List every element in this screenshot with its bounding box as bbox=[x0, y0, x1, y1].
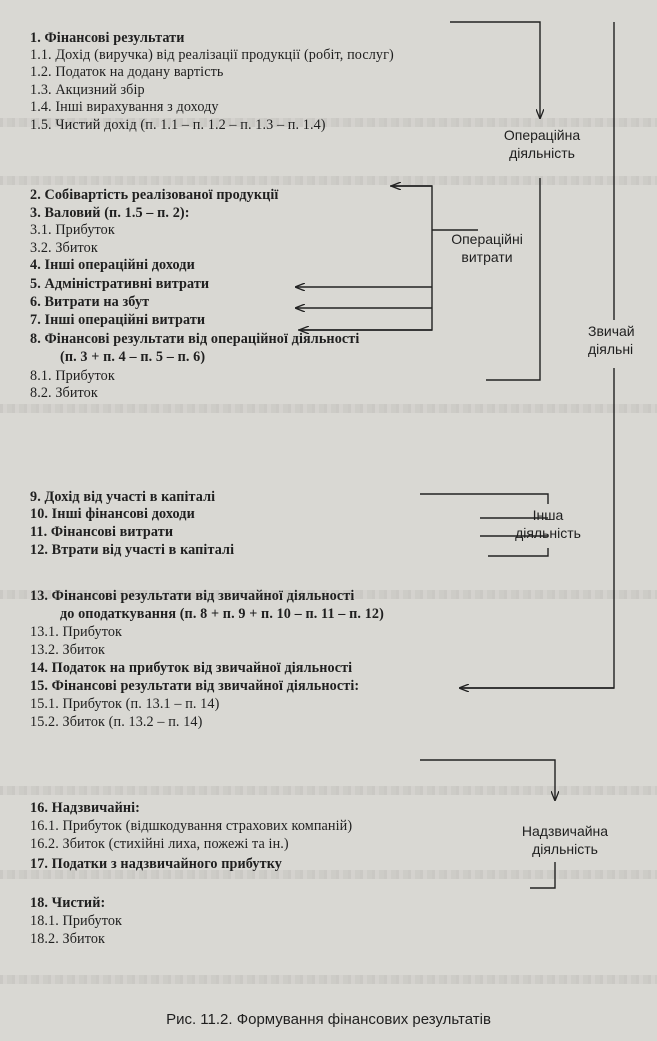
line-item: 16.2. Збиток (стихійні лиха, пожежі та ін.) bbox=[30, 836, 289, 852]
other-activity-bracket-bottom bbox=[488, 548, 548, 556]
line-item: 1. Фінансові результати bbox=[30, 30, 185, 46]
line-item: 11. Фінансові витрати bbox=[30, 524, 174, 540]
figure-caption: Рис. 11.2. Формування фінансових результатів bbox=[166, 1011, 491, 1028]
line-item: 1.4. Інші вирахування з доходу bbox=[30, 99, 219, 115]
line-item: 1.2. Податок на додану вартість bbox=[30, 64, 224, 80]
line-item: 2. Собівартість реалізованої продукції bbox=[30, 187, 279, 203]
line-item: 16.1. Прибуток (відшкодування страхових компаній) bbox=[30, 818, 353, 834]
line-item: 15.2. Збиток (п. 13.2 – п. 14) bbox=[30, 714, 203, 730]
line-item: 12. Втрати від участі в капіталі bbox=[30, 542, 235, 558]
line-item: до оподаткування (п. 8 + п. 9 + п. 10 – п. 11 – п. 12) bbox=[60, 606, 384, 622]
extraordinary-activity-bracket-bottom bbox=[530, 862, 555, 888]
line-item: 8.2. Збиток bbox=[30, 385, 98, 401]
line-item: 15. Фінансові результати від звичайної діяльності: bbox=[30, 678, 360, 694]
line-item: 3.2. Збиток bbox=[30, 240, 98, 256]
operational-activity-label: Операційна діяльність bbox=[503, 127, 581, 161]
line-item: 1.5. Чистий дохід (п. 1.1 – п. 1.2 – п. 1.3 – п. 1.4) bbox=[30, 117, 326, 133]
line-item: 6. Витрати на збут bbox=[30, 294, 150, 310]
line-item: 4. Інші операційні доходи bbox=[30, 257, 195, 273]
line-item: 1.1. Дохід (виручка) від реалізації продукції (робіт, послуг) bbox=[30, 47, 394, 63]
line-item: 8. Фінансові результати від операційної діяльності bbox=[30, 331, 360, 347]
line-item: 18. Чистий: bbox=[30, 895, 106, 911]
line-item: 13.1. Прибуток bbox=[30, 624, 123, 640]
line-item: 18.1. Прибуток bbox=[30, 913, 123, 929]
line-item: 17. Податки з надзвичайного прибутку bbox=[30, 856, 282, 872]
line-item: 7. Інші операційні витрати bbox=[30, 312, 206, 328]
line-item: 14. Податок на прибуток від звичайної діяльності bbox=[30, 660, 353, 676]
line-item: 15.1. Прибуток (п. 13.1 – п. 14) bbox=[30, 696, 220, 712]
other-activity-bracket-top bbox=[420, 494, 548, 504]
line-item: 8.1. Прибуток bbox=[30, 368, 115, 384]
line-item: 10. Інші фінансові доходи bbox=[30, 506, 195, 522]
line-item: 5. Адміністративні витрати bbox=[30, 276, 210, 292]
extraordinary-activity-arrow bbox=[420, 760, 555, 800]
line-item: 18.2. Збиток bbox=[30, 931, 106, 947]
line-item: (п. 3 + п. 4 – п. 5 – п. 6) bbox=[60, 349, 206, 365]
line-item: 1.3. Акцизний збір bbox=[30, 82, 145, 98]
operating-expenses-label: Операційні витрати bbox=[451, 231, 523, 265]
line-item: 16. Надзвичайні: bbox=[30, 800, 141, 816]
line-item: 3.1. Прибуток bbox=[30, 222, 115, 238]
line-item: 13. Фінансові результати від звичайної діяльності bbox=[30, 588, 355, 604]
ordinary-activity-label: Звичай діяльні bbox=[588, 323, 635, 357]
line-item: 13.2. Збиток bbox=[30, 642, 106, 658]
line-item: 9. Дохід від участі в капіталі bbox=[30, 489, 216, 505]
extraordinary-activity-label: Надзвичайна діяльність bbox=[521, 823, 609, 857]
other-activity-label: Інша діяльність bbox=[515, 507, 581, 541]
operational-activity-arrow bbox=[450, 22, 540, 118]
operational-activity-bracket bbox=[486, 178, 540, 380]
line-item: 3. Валовий (п. 1.5 – п. 2): bbox=[30, 205, 190, 221]
